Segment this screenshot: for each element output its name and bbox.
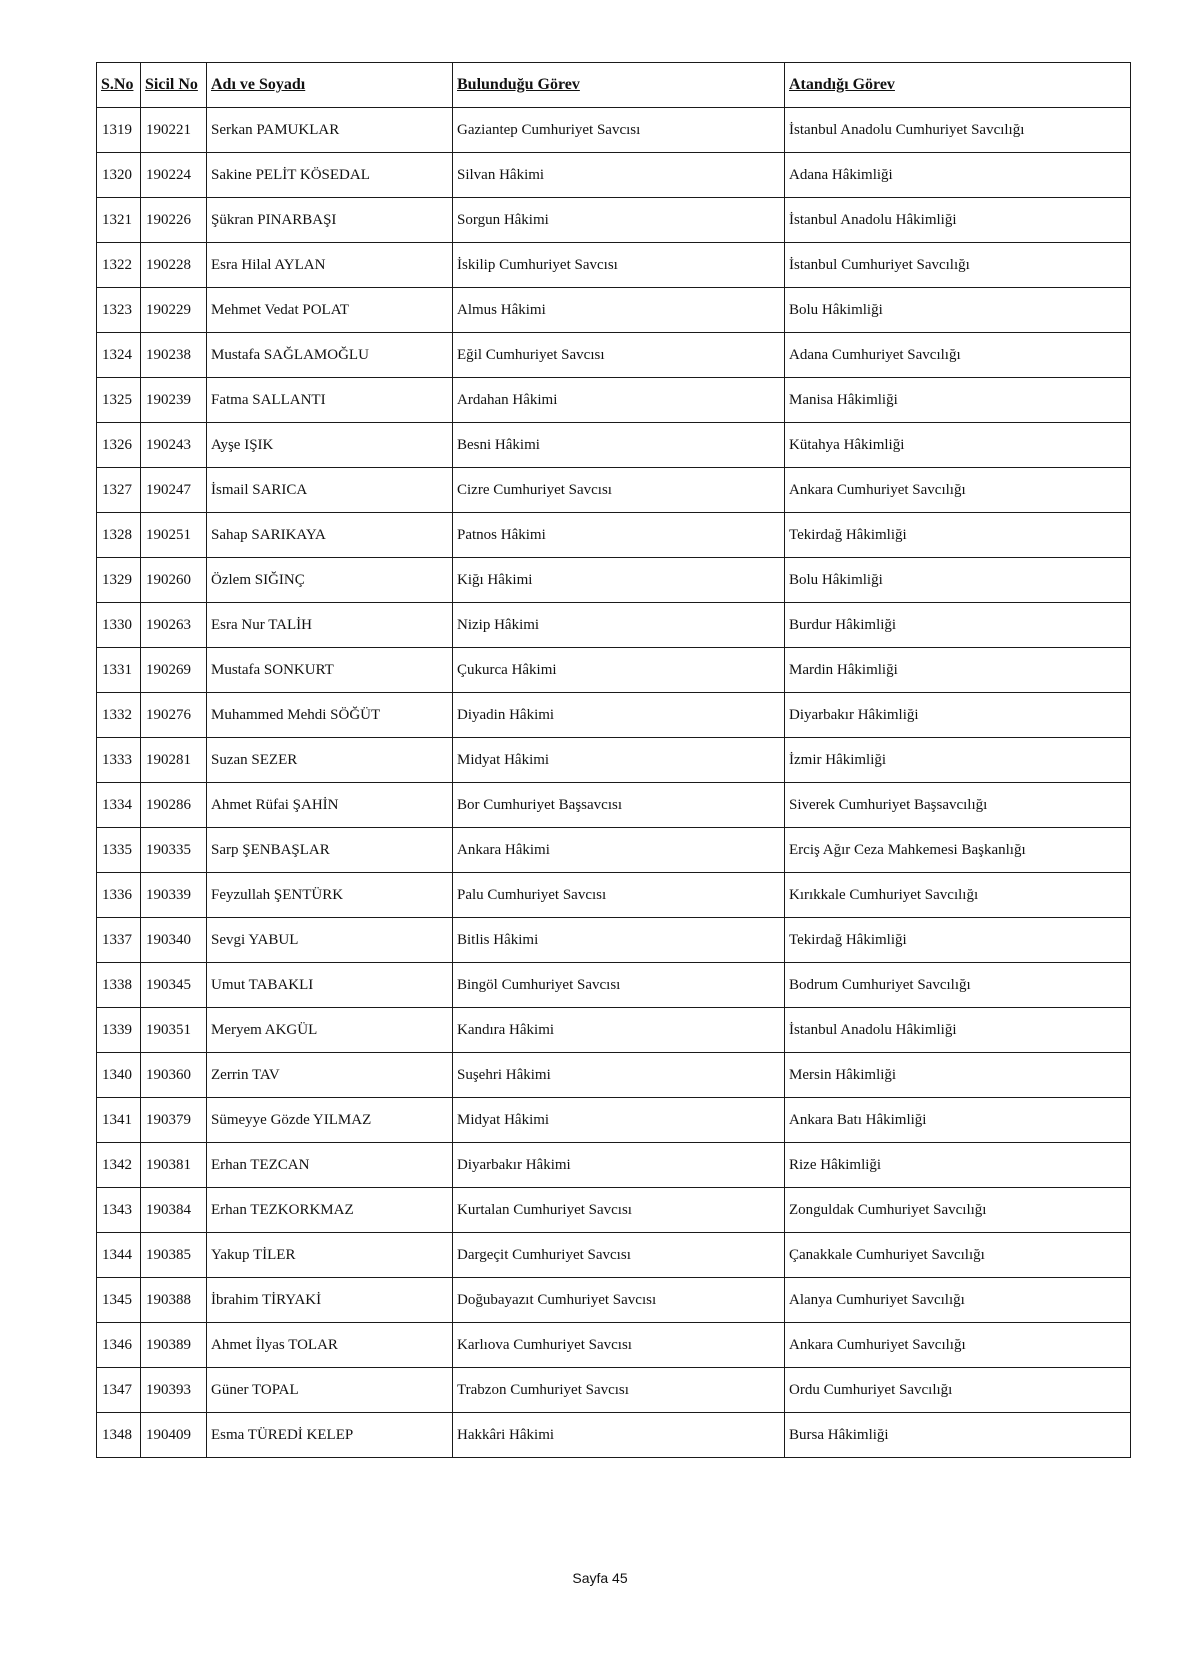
row-current-post: Midyat Hâkimi (453, 1098, 785, 1143)
row-sno: 1328 (97, 513, 141, 558)
row-assigned-post: Ankara Batı Hâkimliği (785, 1098, 1131, 1143)
row-sicil-no: 190384 (141, 1188, 207, 1233)
row-current-post: Cizre Cumhuriyet Savcısı (453, 468, 785, 513)
row-sno: 1326 (97, 423, 141, 468)
row-assigned-post: Adana Cumhuriyet Savcılığı (785, 333, 1131, 378)
table-row (97, 648, 1131, 693)
row-assigned-post: Erciş Ağır Ceza Mahkemesi Başkanlığı (785, 828, 1131, 873)
table-row (97, 693, 1131, 738)
row-current-post: Kiğı Hâkimi (453, 558, 785, 603)
table-row (97, 108, 1131, 153)
table-row (97, 1188, 1131, 1233)
table-row (97, 1233, 1131, 1278)
table-row (97, 513, 1131, 558)
row-assigned-post: Kütahya Hâkimliği (785, 423, 1131, 468)
row-current-post: Suşehri Hâkimi (453, 1053, 785, 1098)
row-current-post: Besni Hâkimi (453, 423, 785, 468)
row-sno: 1344 (97, 1233, 141, 1278)
table-row (97, 423, 1131, 468)
row-current-post: Kandıra Hâkimi (453, 1008, 785, 1053)
row-assigned-post: Burdur Hâkimliği (785, 603, 1131, 648)
row-current-post: Bingöl Cumhuriyet Savcısı (453, 963, 785, 1008)
row-sicil-no: 190263 (141, 603, 207, 648)
row-name: Suzan SEZER (207, 738, 453, 783)
table-row (97, 963, 1131, 1008)
row-assigned-post: Ankara Cumhuriyet Savcılığı (785, 1323, 1131, 1368)
row-sicil-no: 190276 (141, 693, 207, 738)
table-row (97, 783, 1131, 828)
row-sno: 1334 (97, 783, 141, 828)
row-sno: 1324 (97, 333, 141, 378)
row-name: Muhammed Mehdi SÖĞÜT (207, 693, 453, 738)
row-assigned-post: Bursa Hâkimliği (785, 1413, 1131, 1458)
row-sno: 1319 (97, 108, 141, 153)
row-assigned-post: Bolu Hâkimliği (785, 288, 1131, 333)
row-sicil-no: 190351 (141, 1008, 207, 1053)
row-current-post: Kurtalan Cumhuriyet Savcısı (453, 1188, 785, 1233)
row-current-post: Karlıova Cumhuriyet Savcısı (453, 1323, 785, 1368)
row-current-post: Çukurca Hâkimi (453, 648, 785, 693)
row-current-post: Nizip Hâkimi (453, 603, 785, 648)
table-row (97, 828, 1131, 873)
row-assigned-post: Manisa Hâkimliği (785, 378, 1131, 423)
row-assigned-post: Rize Hâkimliği (785, 1143, 1131, 1188)
row-sicil-no: 190251 (141, 513, 207, 558)
row-sno: 1341 (97, 1098, 141, 1143)
row-current-post: Diyadin Hâkimi (453, 693, 785, 738)
row-assigned-post: Çanakkale Cumhuriyet Savcılığı (785, 1233, 1131, 1278)
row-name: Mustafa SAĞLAMOĞLU (207, 333, 453, 378)
row-sno: 1342 (97, 1143, 141, 1188)
row-assigned-post: Tekirdağ Hâkimliği (785, 513, 1131, 558)
row-sno: 1327 (97, 468, 141, 513)
row-name: Ahmet Rüfai ŞAHİN (207, 783, 453, 828)
row-sicil-no: 190238 (141, 333, 207, 378)
row-sicil-no: 190388 (141, 1278, 207, 1323)
table-header-row (97, 63, 1131, 108)
row-sno: 1321 (97, 198, 141, 243)
row-sno: 1331 (97, 648, 141, 693)
table-row (97, 1323, 1131, 1368)
row-assigned-post: Mersin Hâkimliği (785, 1053, 1131, 1098)
row-name: İsmail SARICA (207, 468, 453, 513)
row-sno: 1346 (97, 1323, 141, 1368)
row-assigned-post: İstanbul Anadolu Hâkimliği (785, 198, 1131, 243)
row-name: Sarp ŞENBAŞLAR (207, 828, 453, 873)
row-name: Yakup TİLER (207, 1233, 453, 1278)
assignment-table (96, 62, 1131, 1458)
table-row (97, 873, 1131, 918)
row-assigned-post: Diyarbakır Hâkimliği (785, 693, 1131, 738)
row-name: Sümeyye Gözde YILMAZ (207, 1098, 453, 1143)
row-sno: 1336 (97, 873, 141, 918)
row-name: Esma TÜREDİ KELEP (207, 1413, 453, 1458)
row-sno: 1333 (97, 738, 141, 783)
row-name: Özlem SIĞINÇ (207, 558, 453, 603)
row-sicil-no: 190221 (141, 108, 207, 153)
row-name: Şükran PINARBAŞI (207, 198, 453, 243)
row-assigned-post: Adana Hâkimliği (785, 153, 1131, 198)
row-assigned-post: Alanya Cumhuriyet Savcılığı (785, 1278, 1131, 1323)
row-sicil-no: 190247 (141, 468, 207, 513)
row-sicil-no: 190389 (141, 1323, 207, 1368)
row-assigned-post: İstanbul Cumhuriyet Savcılığı (785, 243, 1131, 288)
row-assigned-post: Ordu Cumhuriyet Savcılığı (785, 1368, 1131, 1413)
row-assigned-post: Bolu Hâkimliği (785, 558, 1131, 603)
table-row (97, 468, 1131, 513)
row-sno: 1345 (97, 1278, 141, 1323)
row-sno: 1335 (97, 828, 141, 873)
header-sno: S.No (97, 63, 141, 108)
header-current-post: Bulunduğu Görev (453, 63, 785, 108)
row-current-post: Trabzon Cumhuriyet Savcısı (453, 1368, 785, 1413)
row-assigned-post: Bodrum Cumhuriyet Savcılığı (785, 963, 1131, 1008)
row-sno: 1347 (97, 1368, 141, 1413)
row-sicil-no: 190226 (141, 198, 207, 243)
row-current-post: Diyarbakır Hâkimi (453, 1143, 785, 1188)
row-current-post: Sorgun Hâkimi (453, 198, 785, 243)
row-current-post: Hakkâri Hâkimi (453, 1413, 785, 1458)
row-sicil-no: 190360 (141, 1053, 207, 1098)
row-current-post: Bitlis Hâkimi (453, 918, 785, 963)
row-sicil-no: 190243 (141, 423, 207, 468)
row-current-post: İskilip Cumhuriyet Savcısı (453, 243, 785, 288)
row-sicil-no: 190229 (141, 288, 207, 333)
row-assigned-post: Zonguldak Cumhuriyet Savcılığı (785, 1188, 1131, 1233)
table-row (97, 603, 1131, 648)
row-current-post: Almus Hâkimi (453, 288, 785, 333)
row-sicil-no: 190340 (141, 918, 207, 963)
row-name: Erhan TEZCAN (207, 1143, 453, 1188)
row-current-post: Silvan Hâkimi (453, 153, 785, 198)
row-sno: 1320 (97, 153, 141, 198)
row-name: Esra Hilal AYLAN (207, 243, 453, 288)
table-row (97, 1053, 1131, 1098)
header-name: Adı ve Soyadı (207, 63, 453, 108)
row-assigned-post: İstanbul Anadolu Cumhuriyet Savcılığı (785, 108, 1131, 153)
row-current-post: Doğubayazıt Cumhuriyet Savcısı (453, 1278, 785, 1323)
table-row (97, 1413, 1131, 1458)
page-number: Sayfa 45 (572, 1570, 628, 1586)
table-row (97, 198, 1131, 243)
row-sicil-no: 190385 (141, 1233, 207, 1278)
row-sno: 1323 (97, 288, 141, 333)
row-current-post: Ankara Hâkimi (453, 828, 785, 873)
row-name: Mustafa SONKURT (207, 648, 453, 693)
row-assigned-post: Tekirdağ Hâkimliği (785, 918, 1131, 963)
header-sicil-no: Sicil No (141, 63, 207, 108)
header-assigned-post: Atandığı Görev (785, 63, 1131, 108)
row-sicil-no: 190228 (141, 243, 207, 288)
row-assigned-post: İzmir Hâkimliği (785, 738, 1131, 783)
row-name: Sahap SARIKAYA (207, 513, 453, 558)
table-row (97, 738, 1131, 783)
row-sno: 1330 (97, 603, 141, 648)
row-current-post: Gaziantep Cumhuriyet Savcısı (453, 108, 785, 153)
row-sno: 1329 (97, 558, 141, 603)
row-name: Meryem AKGÜL (207, 1008, 453, 1053)
row-name: Fatma SALLANTI (207, 378, 453, 423)
table-row (97, 378, 1131, 423)
row-sno: 1332 (97, 693, 141, 738)
row-current-post: Midyat Hâkimi (453, 738, 785, 783)
row-current-post: Ardahan Hâkimi (453, 378, 785, 423)
row-current-post: Eğil Cumhuriyet Savcısı (453, 333, 785, 378)
row-sicil-no: 190339 (141, 873, 207, 918)
table-row (97, 1098, 1131, 1143)
row-sicil-no: 190379 (141, 1098, 207, 1143)
row-name: Sevgi YABUL (207, 918, 453, 963)
row-name: İbrahim TİRYAKİ (207, 1278, 453, 1323)
row-sicil-no: 190260 (141, 558, 207, 603)
row-sicil-no: 190345 (141, 963, 207, 1008)
table-row (97, 1008, 1131, 1053)
row-sno: 1343 (97, 1188, 141, 1233)
row-sicil-no: 190281 (141, 738, 207, 783)
row-sicil-no: 190409 (141, 1413, 207, 1458)
row-name: Güner TOPAL (207, 1368, 453, 1413)
row-sicil-no: 190286 (141, 783, 207, 828)
table-row (97, 333, 1131, 378)
row-sno: 1348 (97, 1413, 141, 1458)
row-sicil-no: 190224 (141, 153, 207, 198)
table-row (97, 918, 1131, 963)
row-current-post: Palu Cumhuriyet Savcısı (453, 873, 785, 918)
row-name: Esra Nur TALİH (207, 603, 453, 648)
row-sno: 1325 (97, 378, 141, 423)
row-sicil-no: 190239 (141, 378, 207, 423)
row-assigned-post: Ankara Cumhuriyet Savcılığı (785, 468, 1131, 513)
row-name: Erhan TEZKORKMAZ (207, 1188, 453, 1233)
row-name: Mehmet Vedat POLAT (207, 288, 453, 333)
row-current-post: Bor Cumhuriyet Başsavcısı (453, 783, 785, 828)
row-sicil-no: 190269 (141, 648, 207, 693)
row-name: Feyzullah ŞENTÜRK (207, 873, 453, 918)
row-sicil-no: 190381 (141, 1143, 207, 1188)
row-sno: 1322 (97, 243, 141, 288)
row-name: Ahmet İlyas TOLAR (207, 1323, 453, 1368)
table-row (97, 1143, 1131, 1188)
row-assigned-post: İstanbul Anadolu Hâkimliği (785, 1008, 1131, 1053)
row-sicil-no: 190335 (141, 828, 207, 873)
table-row (97, 558, 1131, 603)
table-row (97, 153, 1131, 198)
row-sno: 1337 (97, 918, 141, 963)
row-name: Ayşe IŞIK (207, 423, 453, 468)
table-row (97, 243, 1131, 288)
table-row (97, 1278, 1131, 1323)
row-assigned-post: Siverek Cumhuriyet Başsavcılığı (785, 783, 1131, 828)
row-sicil-no: 190393 (141, 1368, 207, 1413)
row-assigned-post: Kırıkkale Cumhuriyet Savcılığı (785, 873, 1131, 918)
row-name: Sakine PELİT KÖSEDAL (207, 153, 453, 198)
row-current-post: Patnos Hâkimi (453, 513, 785, 558)
row-assigned-post: Mardin Hâkimliği (785, 648, 1131, 693)
row-sno: 1338 (97, 963, 141, 1008)
table-row (97, 1368, 1131, 1413)
table-row (97, 288, 1131, 333)
row-current-post: Dargeçit Cumhuriyet Savcısı (453, 1233, 785, 1278)
row-name: Zerrin TAV (207, 1053, 453, 1098)
table-body (97, 108, 1131, 1458)
row-sno: 1339 (97, 1008, 141, 1053)
row-name: Serkan PAMUKLAR (207, 108, 453, 153)
row-name: Umut TABAKLI (207, 963, 453, 1008)
row-sno: 1340 (97, 1053, 141, 1098)
